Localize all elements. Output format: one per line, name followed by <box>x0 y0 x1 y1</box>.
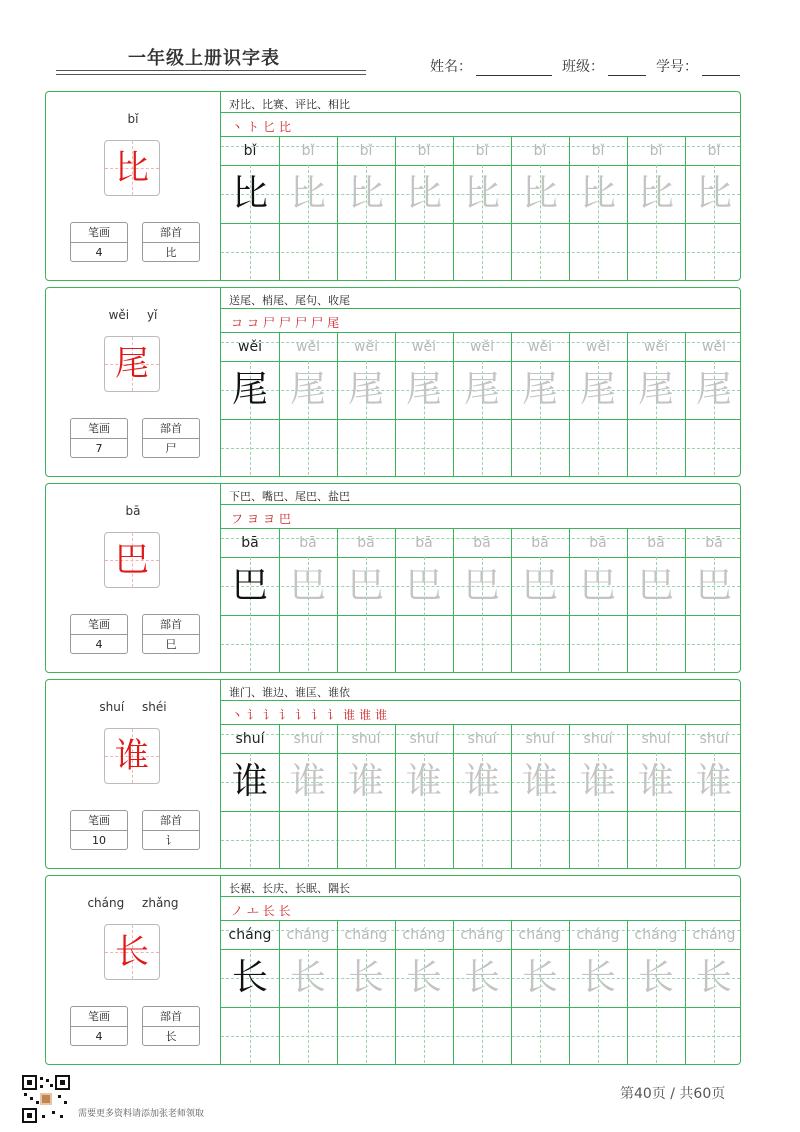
character-box <box>104 336 160 392</box>
character-practice: 长 <box>695 957 732 998</box>
character-practice: 尾 <box>695 369 732 410</box>
pinyin-practice: cháng <box>344 927 388 943</box>
character-practice: 谁 <box>463 761 500 802</box>
stroke-count-label: 笔画 <box>71 1007 127 1027</box>
radical-value: 巳 <box>165 638 177 651</box>
pinyin-title: cháng zhǎng <box>87 896 179 910</box>
stroke-count-value: 7 <box>95 442 103 455</box>
character-practice: 比 <box>231 173 268 214</box>
pinyin-practice: cháng <box>634 927 678 943</box>
character-practice: 谁 <box>405 761 442 802</box>
character-practice: 巴 <box>579 565 616 606</box>
stroke-step: 讠 <box>327 708 344 722</box>
stroke-count-label: 笔画 <box>71 615 127 635</box>
pinyin-practice: shuí <box>583 731 613 747</box>
character-practice: 谁 <box>347 761 384 802</box>
stroke-step: 巴 <box>279 512 296 526</box>
example-words: 长裾、长庆、长眠、隅长 <box>229 882 350 895</box>
example-words: 谁门、谁边、谁匡、谁依 <box>229 686 350 699</box>
pinyin-practice: bā <box>299 535 317 551</box>
example-words: 送尾、梢尾、尾句、收尾 <box>229 294 350 307</box>
pinyin-practice: bǐ <box>649 143 663 159</box>
character-practice: 巴 <box>637 565 674 606</box>
pinyin-practice: bā <box>415 535 433 551</box>
stroke-step: 谁 <box>375 708 392 722</box>
character-practice: 谁 <box>231 761 268 802</box>
radical-value: 长 <box>165 1030 177 1043</box>
pinyin-practice: bā <box>705 535 723 551</box>
stroke-order <box>231 510 295 527</box>
title-underline <box>56 74 366 75</box>
character-info-panel <box>46 484 221 672</box>
character-practice: 长 <box>231 957 268 998</box>
stroke-count-box <box>70 810 128 850</box>
pinyin-practice: bā <box>357 535 375 551</box>
stroke-order <box>231 902 295 919</box>
radical-box <box>142 1006 200 1046</box>
pinyin-practice: shuí <box>699 731 729 747</box>
pinyin-practice: wěi <box>644 339 668 355</box>
stroke-count-label: 笔画 <box>71 223 127 243</box>
stroke-step: 尸 <box>311 316 328 330</box>
pinyin-practice: cháng <box>576 927 620 943</box>
character-practice: 巴 <box>231 565 268 606</box>
radical-box <box>142 222 200 262</box>
character-card <box>45 287 741 477</box>
character-card <box>45 483 741 673</box>
stroke-step: ノ <box>231 904 248 918</box>
radical-value: 讠 <box>165 834 177 847</box>
stroke-step: 比 <box>279 120 296 134</box>
stroke-step: ヨ <box>263 512 280 526</box>
pinyin-practice: shuí <box>467 731 497 747</box>
character-practice: 谁 <box>637 761 674 802</box>
character-practice: 比 <box>347 173 384 214</box>
qr-code-icon <box>22 1075 70 1123</box>
character-practice: 巴 <box>521 565 558 606</box>
stroke-count-box <box>70 614 128 654</box>
example-words: 对比、比赛、评比、相比 <box>229 98 350 111</box>
stroke-step: 讠 <box>247 708 264 722</box>
character-practice: 尾 <box>463 369 500 410</box>
pinyin-practice: bǐ <box>591 143 605 159</box>
name-label: 姓名： <box>430 59 472 75</box>
stroke-step: ヨ <box>247 512 264 526</box>
stroke-count-value: 4 <box>95 1030 103 1043</box>
character-box <box>104 924 160 980</box>
character-practice: 长 <box>347 957 384 998</box>
pinyin-practice: wěi <box>238 339 262 355</box>
character-practice: 比 <box>695 173 732 214</box>
character-info-panel <box>46 288 221 476</box>
radical-box <box>142 614 200 654</box>
main-character: 巴 <box>115 540 149 580</box>
character-practice: 尾 <box>289 369 326 410</box>
character-practice: 长 <box>637 957 674 998</box>
number-label: 学号： <box>656 59 698 75</box>
radical-box <box>142 418 200 458</box>
pinyin-practice: shuí <box>351 731 381 747</box>
pinyin-practice: bǐ <box>359 143 373 159</box>
pinyin-practice: bǐ <box>417 143 431 159</box>
character-practice: 巴 <box>463 565 500 606</box>
character-practice: 巴 <box>695 565 732 606</box>
pinyin-practice: wěi <box>702 339 726 355</box>
stroke-step: 讠 <box>311 708 328 722</box>
character-practice: 尾 <box>405 369 442 410</box>
radical-label: 部首 <box>143 223 199 243</box>
pinyin-practice: wěi <box>528 339 552 355</box>
character-practice: 比 <box>637 173 674 214</box>
name-field[interactable] <box>430 56 552 76</box>
stroke-count-value: 4 <box>95 638 103 651</box>
stroke-step: 匕 <box>263 120 280 134</box>
practice-area <box>221 92 740 280</box>
character-card <box>45 875 741 1065</box>
stroke-step: 讠 <box>295 708 312 722</box>
pinyin-title: wěi yǐ <box>108 308 158 322</box>
pinyin-practice: bǐ <box>475 143 489 159</box>
pinyin-practice: wěi <box>354 339 378 355</box>
character-box <box>104 532 160 588</box>
character-practice: 尾 <box>521 369 558 410</box>
number-field[interactable] <box>656 56 740 76</box>
main-character: 长 <box>115 932 149 972</box>
title-underline <box>56 70 366 71</box>
character-info-panel <box>46 680 221 868</box>
practice-area <box>221 484 740 672</box>
number-blank[interactable] <box>702 61 740 76</box>
stroke-count-label: 笔画 <box>71 811 127 831</box>
radical-box <box>142 810 200 850</box>
pinyin-title: shuí shéi <box>99 700 167 714</box>
pinyin-practice: wěi <box>586 339 610 355</box>
stroke-step: 尸 <box>279 316 296 330</box>
character-card <box>45 679 741 869</box>
stroke-step: 谁 <box>343 708 360 722</box>
character-practice: 巴 <box>289 565 326 606</box>
radical-label: 部首 <box>143 419 199 439</box>
pinyin-practice: wěi <box>296 339 320 355</box>
stroke-count-box <box>70 1006 128 1046</box>
class-blank[interactable] <box>608 61 646 76</box>
pinyin-practice: cháng <box>692 927 736 943</box>
stroke-step: 谁 <box>359 708 376 722</box>
stroke-order <box>231 706 391 723</box>
character-practice: 谁 <box>521 761 558 802</box>
pinyin-practice: cháng <box>518 927 562 943</box>
practice-area <box>221 288 740 476</box>
pinyin-practice: shuí <box>235 731 265 747</box>
stroke-step: 尸 <box>263 316 280 330</box>
character-practice: 比 <box>289 173 326 214</box>
character-practice: 谁 <box>289 761 326 802</box>
character-practice: 比 <box>405 173 442 214</box>
stroke-step: コ <box>247 316 264 330</box>
pinyin-practice: wěi <box>412 339 436 355</box>
radical-value: 尸 <box>165 442 177 455</box>
character-practice: 尾 <box>637 369 674 410</box>
character-practice: 比 <box>579 173 616 214</box>
example-words: 下巴、嘴巴、尾巴、盐巴 <box>229 490 350 503</box>
character-practice: 巴 <box>405 565 442 606</box>
character-info-panel <box>46 876 221 1064</box>
stroke-count-label: 笔画 <box>71 419 127 439</box>
character-practice: 尾 <box>579 369 616 410</box>
pinyin-practice: bā <box>241 535 259 551</box>
pinyin-practice: bā <box>473 535 491 551</box>
pinyin-practice: shuí <box>525 731 555 747</box>
character-practice: 长 <box>463 957 500 998</box>
character-practice: 谁 <box>695 761 732 802</box>
pinyin-practice: cháng <box>402 927 446 943</box>
pinyin-title: bā <box>125 504 141 518</box>
character-practice: 巴 <box>347 565 384 606</box>
character-practice: 比 <box>463 173 500 214</box>
character-practice: 长 <box>289 957 326 998</box>
stroke-order <box>231 118 295 135</box>
radical-label: 部首 <box>143 615 199 635</box>
footer-note: 需要更多资料请添加张老师领取 <box>78 1109 205 1119</box>
stroke-step: 丶 <box>231 708 248 722</box>
stroke-step: 长 <box>278 904 295 918</box>
pinyin-practice: bā <box>531 535 549 551</box>
page-title: 一年级上册识字表 <box>128 48 280 69</box>
pinyin-practice: cháng <box>228 927 272 943</box>
stroke-step: 讠 <box>263 708 280 722</box>
character-box <box>104 728 160 784</box>
pinyin-practice: wěi <box>470 339 494 355</box>
radical-label: 部首 <box>143 1007 199 1027</box>
main-character: 比 <box>115 148 149 188</box>
pinyin-practice: shuí <box>409 731 439 747</box>
stroke-count-value: 4 <box>95 246 103 259</box>
character-practice: 尾 <box>231 369 268 410</box>
pinyin-practice: bǐ <box>243 143 257 159</box>
character-info-panel <box>46 92 221 280</box>
main-character: 谁 <box>115 736 149 776</box>
pinyin-practice: cháng <box>286 927 330 943</box>
main-character: 尾 <box>115 344 149 384</box>
stroke-count-value: 10 <box>92 834 106 847</box>
stroke-step: コ <box>231 316 248 330</box>
stroke-step: 长 <box>262 904 279 918</box>
stroke-count-box <box>70 418 128 458</box>
pinyin-practice: shuí <box>641 731 671 747</box>
stroke-step: フ <box>231 512 248 526</box>
stroke-count-box <box>70 222 128 262</box>
pinyin-title: bǐ <box>127 112 139 126</box>
stroke-order <box>231 314 343 331</box>
practice-area <box>221 876 740 1064</box>
pinyin-practice: bǐ <box>301 143 315 159</box>
character-box <box>104 140 160 196</box>
pinyin-practice: bā <box>589 535 607 551</box>
stroke-step: ト <box>247 120 264 134</box>
class-label: 班级： <box>562 59 604 75</box>
character-practice: 尾 <box>347 369 384 410</box>
page-number: 第40页 / 共60页 <box>620 1086 726 1102</box>
stroke-step: 丶 <box>231 120 248 134</box>
radical-value: 比 <box>165 246 177 259</box>
pinyin-practice: cháng <box>460 927 504 943</box>
stroke-step: ㅗ <box>247 904 263 918</box>
character-practice: 长 <box>405 957 442 998</box>
stroke-step: 尸 <box>295 316 312 330</box>
stroke-step: 尾 <box>327 316 344 330</box>
character-card <box>45 91 741 281</box>
character-practice: 长 <box>521 957 558 998</box>
practice-area <box>221 680 740 868</box>
stroke-step: 讠 <box>279 708 296 722</box>
pinyin-practice: bǐ <box>533 143 547 159</box>
name-blank[interactable] <box>476 61 552 76</box>
pinyin-practice: bā <box>647 535 665 551</box>
pinyin-practice: bǐ <box>707 143 721 159</box>
pinyin-practice: shuí <box>293 731 323 747</box>
class-field[interactable] <box>562 56 646 76</box>
radical-label: 部首 <box>143 811 199 831</box>
character-practice: 长 <box>579 957 616 998</box>
character-practice: 谁 <box>579 761 616 802</box>
character-practice: 比 <box>521 173 558 214</box>
